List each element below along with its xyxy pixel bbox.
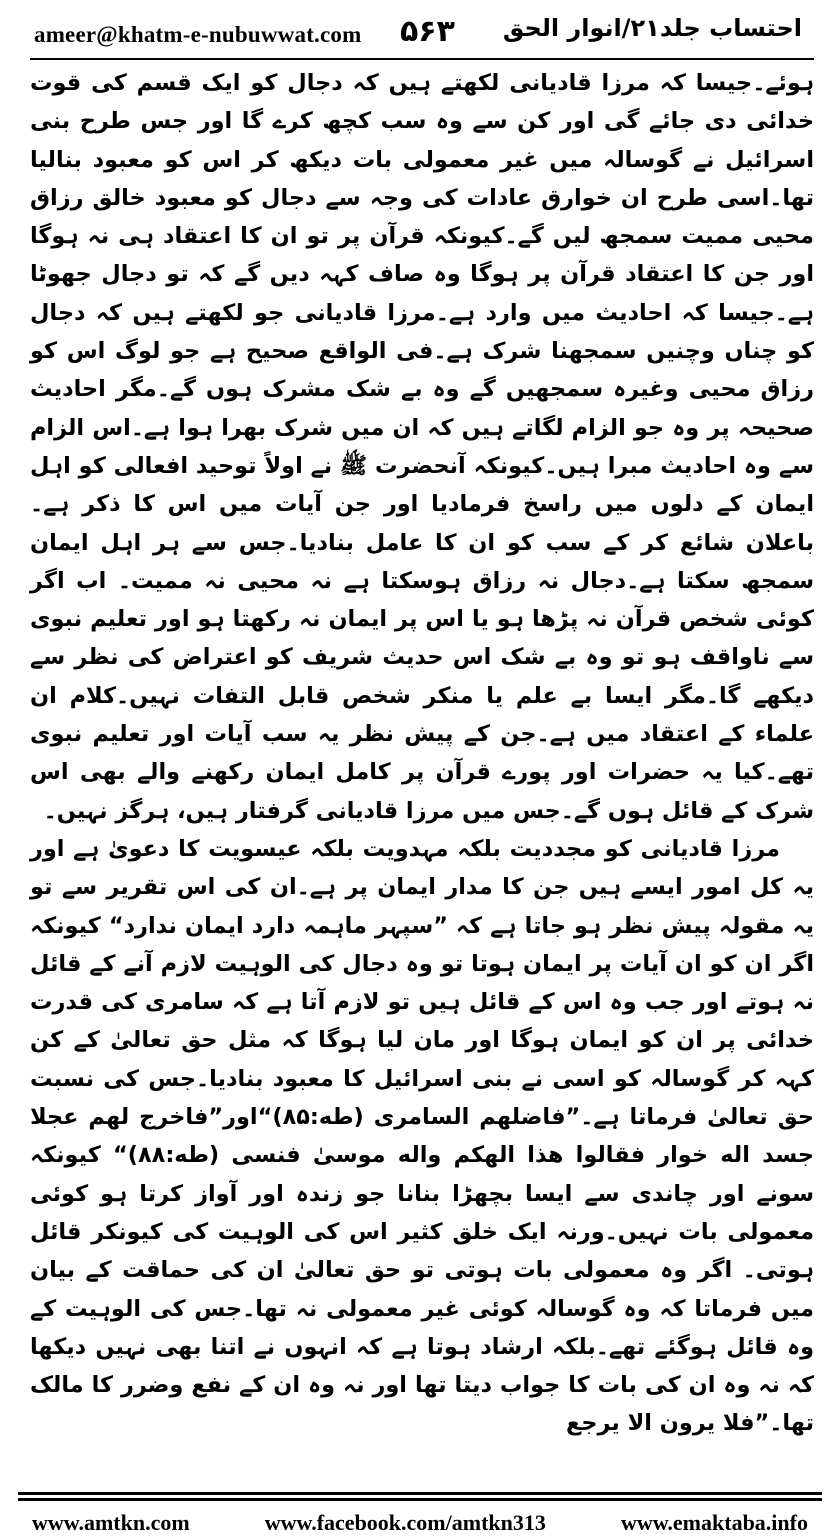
- footer-divider-bottom: [18, 1498, 822, 1501]
- footer-divider-top: [18, 1492, 822, 1495]
- paragraph-2-text-a: مرزا قادیانی کو مجددیت بلکہ مہدویت بلکہ عیسویت کا دعویٰ ہے اور یہ کل امور ایسے ہیں جن کا مدار ایمان پر ہے۔ان کی اس تقریر سے تو یہ مقولہ پیش نظر ہو جاتا ہے کہ ”سپہر ماہمہ دارد ایمان ندارد“ کیونکہ اگر ان کو ان آیات پر ایمان ہوتا تو وہ دجال کی الوہیت لازم آنے کے قائل نہ ہوتے اور جب وہ اس کے قائل ہیں تو لازم آتا ہے کہ سامری کی قدرت خدائی پر ان کو ایمان ہوگا اور مان لیا ہوگا کہ مثل حق تعالیٰ کے کن کہہ کر گوسالہ کو اسی نے بنی اسرائیل کا معبود بنادیا۔جس کی نسبت حق تعالیٰ فرماتا ہے۔: [30, 835, 814, 1131]
- paragraph-2-text-b: کیونکہ سونے اور چاندی سے ایسا بچھڑا بنانا جو زندہ اور آواز کرتا ہو کوئی معمولی بات نہیں۔ورنہ ایک خلق کثیر اس کی الوہیت کی کیونکر قائل ہوتی۔ اگر وہ معمولی بات ہوتی تو حق تعالیٰ ان کی حماقت کے بیان میں فرماتا کہ وہ گوسالہ کوئی غیر معمولی نہ تھا۔جس کی الوہیت کے وہ قائل ہوگئے تھے۔بلکہ ارشاد ہوتا ہے کہ انہوں نے اتنا بھی نہیں دیکھا کہ نہ وہ ان کی بات کا جواب دیتا تھا اور نہ وہ ان کے نفع وضرر کا مالک تھا۔: [30, 1142, 814, 1437]
- footer-link-amtkn[interactable]: www.amtkn.com: [32, 1509, 190, 1535]
- book-title: احتساب جلد۲۱/انوار الحق: [502, 14, 802, 42]
- body-text: [30, 64, 814, 1443]
- quran-quote-3: ”فلا یرون الا یرجع: [566, 1410, 770, 1437]
- quran-quote-1: ”فاضلهم السامری (طه:۸۵)“: [257, 1104, 581, 1131]
- footer-link-facebook[interactable]: www.facebook.com/amtkn313: [264, 1509, 546, 1535]
- header-divider: [30, 58, 814, 60]
- page-number: ۵۶۳: [400, 14, 455, 49]
- header-email: ameer@khatm-e-nubuwwat.com: [34, 22, 362, 47]
- page-footer: [18, 1505, 822, 1540]
- footer-link-emaktaba[interactable]: www.emaktaba.info: [620, 1509, 808, 1535]
- page-header: [0, 0, 840, 56]
- quran-quote-2: ”فاخرج لهم عجلا جسد اله خوار فقالوا هذا الهكم واله موسىٰ فنسى (طه:۸۸)“: [30, 1104, 814, 1169]
- quote-conjunction: اور: [223, 1104, 258, 1131]
- paragraph-1: ہوئے۔جیسا کہ مرزا قادیانی لکھتے ہیں کہ دجال کو ایک قسم کی قوت خدائی دی جائے گی اور کن سے وہ سب کچھ کرے گا اور جس طرح بنی اسرائیل نے گوسالہ میں غیر معمولی بات دیکھ کر اس کو معبود بنالیا تھا۔اسی طرح ان خوارق عادات کی وجہ سے دجال کو معبود خالق رزاق محیی ممیت سمجھ لیں گے۔کیونکہ قرآن پر تو ان کا اعتقاد ہی نہ ہوگا اور جن کا اعتقاد قرآن پر ہوگا وہ صاف کہہ دیں گے کہ تو دجال جھوٹا ہے۔جیسا کہ احادیث میں وارد ہے۔مرزا قادیانی جو لکھتے ہیں کہ دجال کو چناں وچنیں سمجھنا شرک ہے۔فی الواقع صحیح ہے جو لوگ اس کو رزاق محیی وغیرہ سمجھیں گے وہ بے شک مشرک ہوں گے۔مگر احادیث صحیحہ پر وہ جو الزام لگاتے ہیں کہ ان میں شرک بھرا ہوا ہے۔اس الزام سے وہ احادیث مبرا ہیں۔کیونکہ آنحضرت ﷺ نے اولاً توحید افعالی کو اہل ایمان کے دلوں میں راسخ فرمادیا اور جن آیات میں اس کا ذکر ہے۔باعلان شائع کر کے سب کو ان کا عامل بنادیا۔جس سے ہر اہل ایمان سمجھ سکتا ہے۔دجال نہ رزاق ہوسکتا ہے نہ محیی نہ ممیت۔ اب اگر کوئی شخص قرآن نہ پڑھا ہو یا اس پر ایمان نہ رکھتا ہو اور تعلیم نبوی سے ناواقف ہو تو وہ بے شک اس حدیث شریف کو اعتراض کی نظر سے دیکھے گا۔مگر ایسا بے علم یا منکر شخص قابل التفات نہیں۔کلام ان علماء کے اعتقاد میں ہے۔جن کے پیش نظر یہ سب آیات اور تعلیم نبوی تھے۔کیا یہ حضرات اور پورے قرآن پر کامل ایمان رکھنے والے بھی اس شرک کے قائل ہوں گے۔جس میں مرزا قادیانی گرفتار ہیں، ہرگز نہیں۔: [30, 70, 814, 824]
- paragraph-2: [30, 830, 814, 1443]
